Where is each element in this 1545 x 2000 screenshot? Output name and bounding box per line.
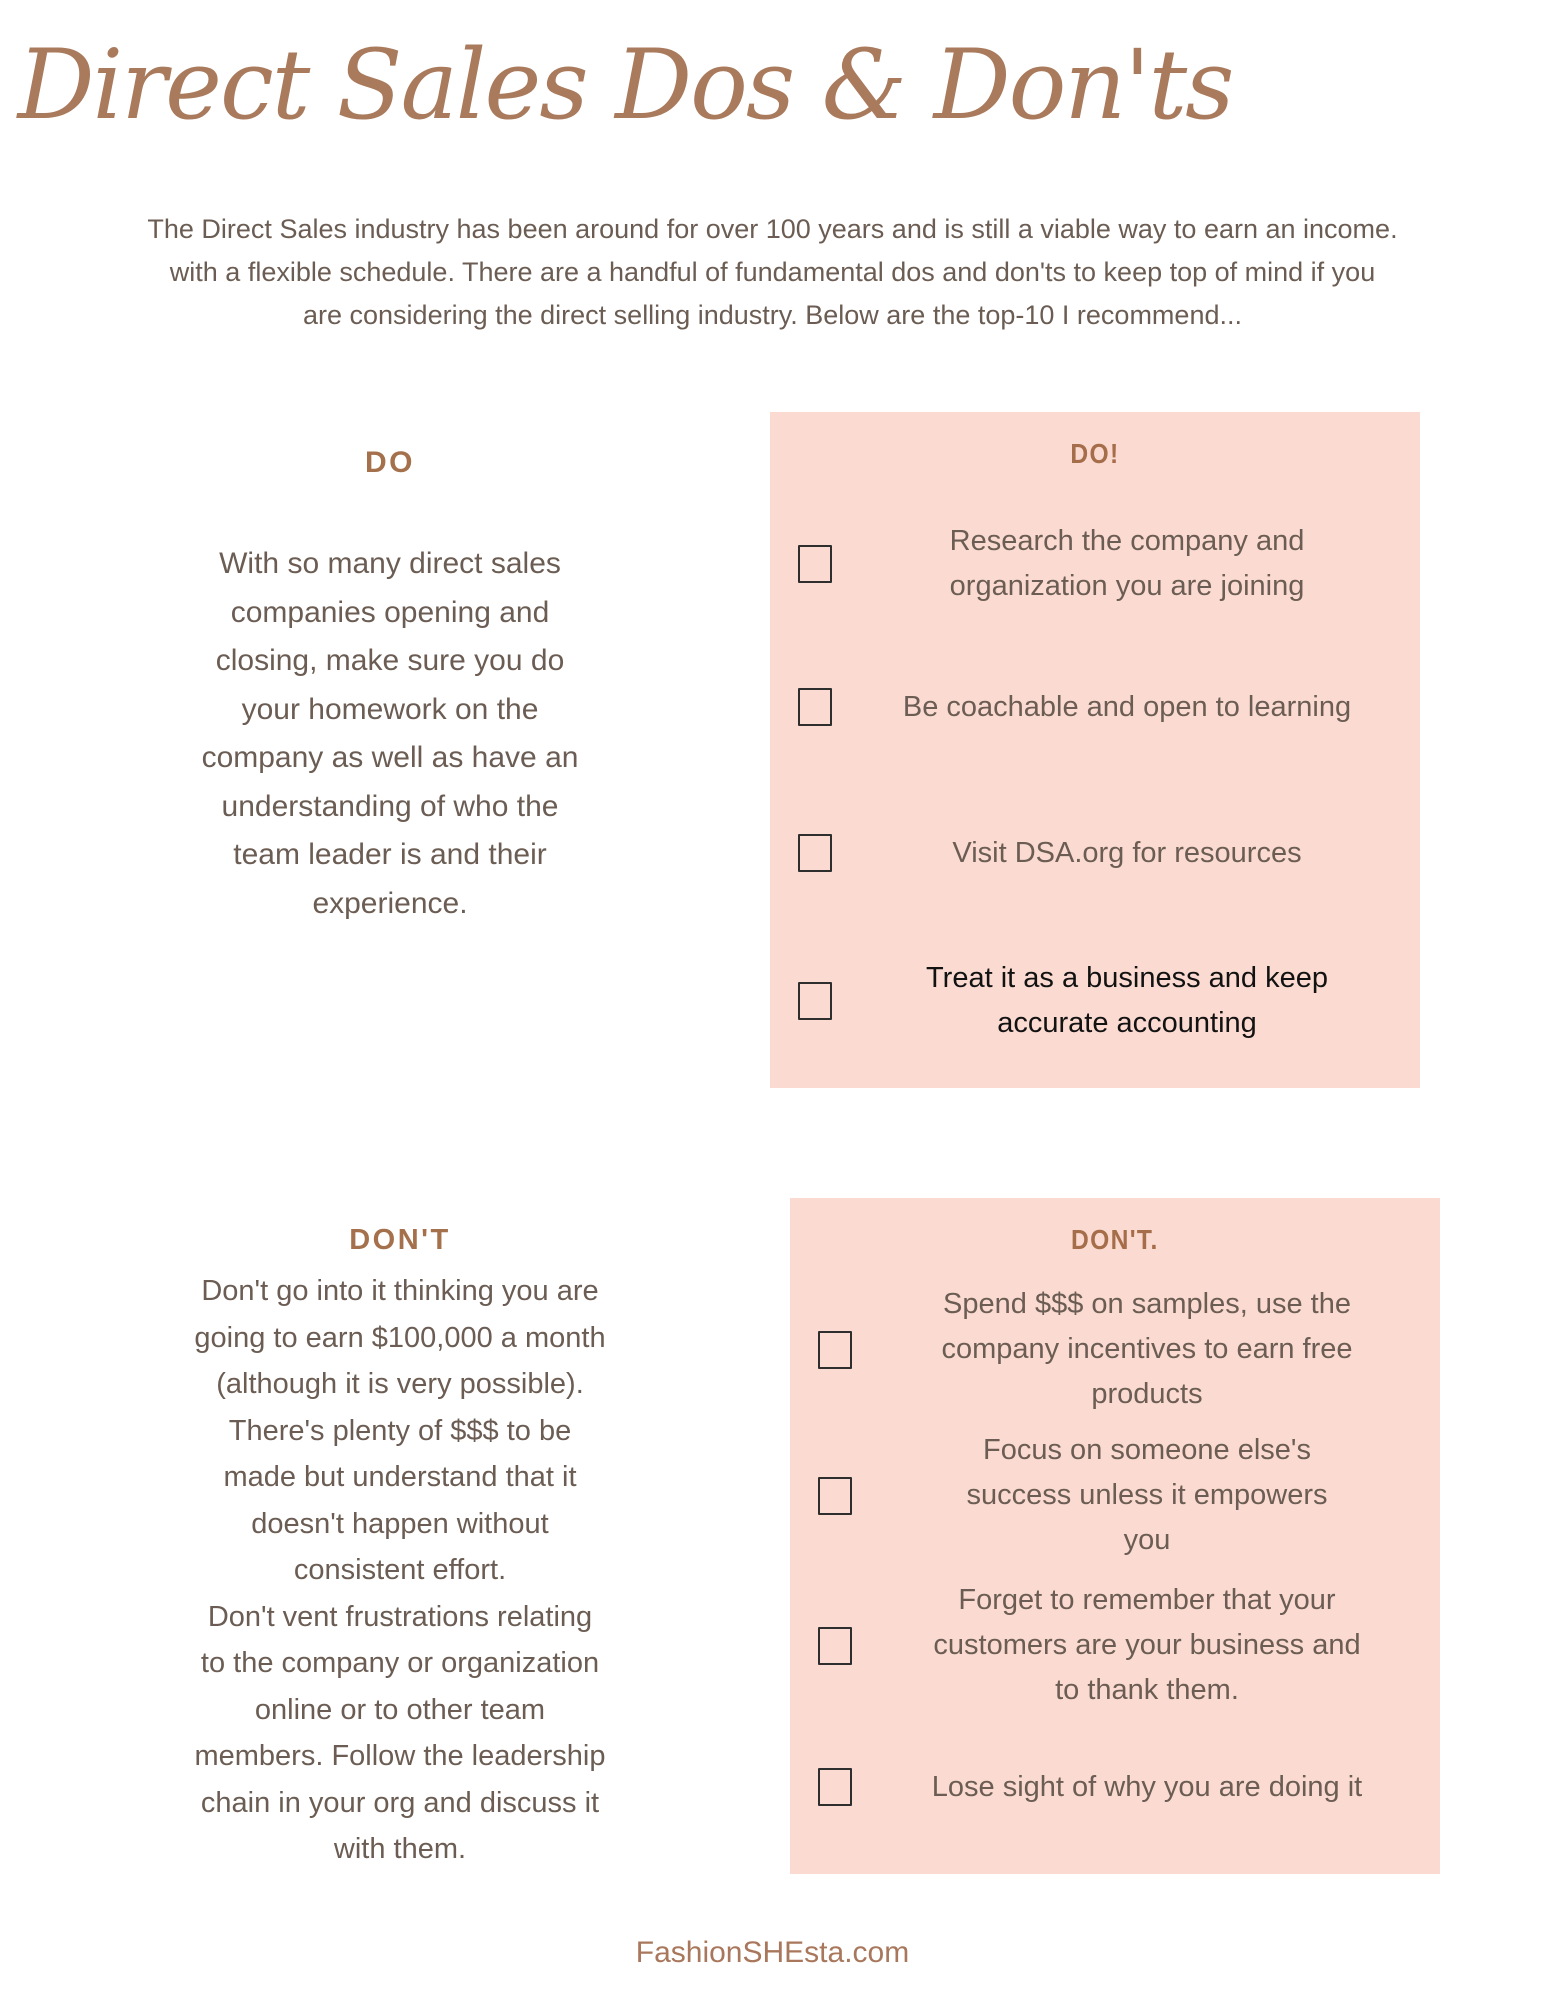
checkbox-icon[interactable]: [798, 834, 832, 872]
checklist-item-label: Be coachable and open to learning: [902, 690, 1352, 723]
checklist-item-label: Visit DSA.org for resources: [952, 836, 1302, 869]
checkbox-icon[interactable]: [798, 982, 832, 1020]
do-box-heading: [770, 438, 1420, 470]
do-checklist-item-3: [798, 818, 1398, 888]
checklist-item-label: Focus on someone else's success unless it empowers you: [966, 1434, 1328, 1556]
checklist-item-label: Forget to remember that your customers are your business and to thank them.: [933, 1584, 1361, 1706]
checklist-item-label: Treat it as a business and keep accurate accounting: [926, 962, 1328, 1039]
checkbox-icon[interactable]: [798, 545, 832, 583]
dont-box-heading-text: DON'T.: [1071, 1224, 1159, 1255]
page-title: Direct Sales Dos & Don'ts: [17, 29, 1233, 141]
do-left-heading: DO: [365, 446, 415, 479]
do-left-text: With so many direct sales companies opening and closing, make sure you do your homework on the company as well as have an understanding of who the team leader is and their experience.: [201, 547, 579, 920]
checkbox-icon[interactable]: [798, 688, 832, 726]
do-box-heading-text: DO!: [1070, 438, 1120, 469]
dont-checklist-box: [790, 1198, 1440, 1874]
dont-checklist-item-3: [818, 1578, 1418, 1713]
dont-checklist-item-1: [818, 1282, 1418, 1417]
checklist-item-label: Spend $$$ on samples, use the company incentives to earn free products: [941, 1288, 1353, 1410]
intro-paragraph: The Direct Sales industry has been around for over 100 years and is still a viable way to earn an income. with a flexible schedule. There are a handful of fundamental dos and don'ts to keep top of mind if you are considering the direct selling industry. Below are the top-10 I recommend...: [147, 214, 1398, 330]
checklist-item-label: Lose sight of why you are doing it: [931, 1770, 1363, 1803]
do-checklist-item-1: [798, 509, 1398, 619]
dont-left-text: Don't go into it thinking you are going to earn $100,000 a month (although it is very possible). There's plenty of $$$ to be made but understand that it doesn't happen without consistent effort. Don't vent frustrations relating to the company or organization online or to other team members. Follow the leadership chain in your org and discuss it with them.: [194, 1275, 606, 1865]
do-checklist-item-4: [798, 946, 1398, 1056]
dont-box-heading: [790, 1224, 1440, 1256]
dont-checklist-item-4: [818, 1752, 1418, 1822]
checkbox-icon[interactable]: [818, 1331, 852, 1369]
do-checklist-box: [770, 412, 1420, 1088]
checkbox-icon[interactable]: [818, 1477, 852, 1515]
checkbox-icon[interactable]: [818, 1627, 852, 1665]
dont-checklist-item-2: [818, 1428, 1418, 1563]
do-checklist-item-2: [798, 672, 1398, 742]
checklist-item-label: Research the company and organization you are joining: [949, 525, 1305, 602]
dont-left-heading: DON'T: [349, 1224, 451, 1256]
checkbox-icon[interactable]: [818, 1768, 852, 1806]
footer-site-link[interactable]: FashionSHEsta.com: [635, 1936, 910, 1969]
